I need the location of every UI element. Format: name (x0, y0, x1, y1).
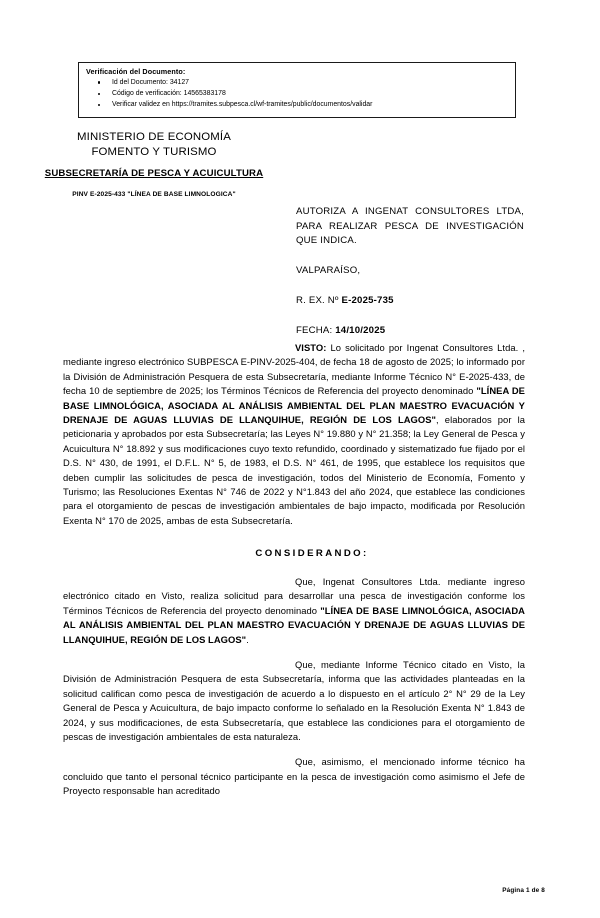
considerando-2-lead: Que, mediante Informe Técnico citado (295, 659, 467, 671)
verification-item-url: Verificar validez en https://tramites.subpesca.cl/wf-tramites/public/documentos/validar (86, 99, 509, 110)
spacer-after-considerando (63, 559, 525, 575)
visto-lead-text: Lo solicitado por Ingenat (330, 342, 439, 353)
considerando-1-text-a: mediante ingreso electrónico citado en Visto, realiza solicitud para desarrollar una pesca de investigación conforme los Términos Técnicos de Referencia del proyecto denominado (63, 576, 525, 616)
document-body (63, 341, 525, 799)
organization-header (24, 130, 284, 198)
visto-label: VISTO: (295, 342, 327, 353)
ministry-line-1: MINISTERIO DE ECONOMÍA (77, 131, 231, 143)
visto-body-part-b: , elaborados por la peticionaria y aprobados por esta Subsecretaría; las Leyes N° 19.880 y N° 21.358; la Ley General de Pesca y Acuicultura N° 18.892 y sus modificaciones cuyo texto refundido, coordinado y sistematizado fue fijado por el D.S. N° 430, de 1991, el D.F.L. N° 5, de 1983, el D.S. N° 461, de 1995, que establece los requisitos que deben cumplir las solicitudes de pesca de investigación, todos del Ministerio de Economía, Fomento y Turismo; las Resoluciones Exentas N° 746 de 2022 y N°1.843 del año 2024, que establece las condiciones para el otorgamiento de pescas de investigación ambientales de bajo impacto, modificada por Resolución Exenta N° 170 de 2025, ambas de esta Subsecretaría. (63, 413, 525, 526)
considerando-3-text: técnico ha concluido que tanto el personal técnico participante en la pesca de investigación como asimismo el Jefe de Proyecto responsable han acreditado (63, 756, 525, 797)
subsecretaria-title: SUBSECRETARÍA DE PESCA Y ACUICULTURA (44, 168, 264, 180)
spacer-2 (63, 744, 525, 755)
ministry-line-2: FOMENTO Y TURISMO (91, 146, 217, 159)
project-title-considerando: "LÍNEA DE BASE LIMNOLÓGICA, ASOCIADA AL ANÁLISIS AMBIENTAL DEL PLAN MAESTRO EVACUACIÓN Y DRENAJE DE AGUAS LLUVIAS DE LLANQUIHUE, REGIÓN DE LOS LAGOS" (63, 604, 525, 645)
paragraph-considerando-1 (63, 575, 525, 647)
visto-body-part-a: Consultores Ltda. , mediante ingreso electrónico SUBPESCA E-PINV-2025-404, de fecha 18 de agosto de 2025; lo informado por la División de Administración Pesquera de esta Subsecretaría, mediante Informe Técnico N° E-2025-433, de fecha 10 de septiembre de 2025; los Términos Técnicos de Referencia del proyecto denominado (63, 342, 526, 397)
paragraph-considerando-2 (63, 658, 525, 744)
resolution-city: VALPARAÍSO, (296, 264, 361, 276)
resolution-number-line (296, 295, 524, 306)
paragraph-visto (63, 341, 525, 528)
considerando-1-text-b: . (246, 633, 249, 645)
resolution-number-value: E-2025-735 (341, 294, 394, 306)
considerando-heading: CONSIDERANDO: (255, 548, 369, 560)
verification-item-code: Código de verificación: 14565383178 (86, 88, 509, 99)
considerando-1-lead: Que, Ingenat Consultores Ltda. (295, 576, 441, 588)
verification-box (78, 62, 516, 118)
considerando-3-lead: Que, asimismo, el mencionado informe (295, 756, 473, 768)
resolution-number-label: R. EX. Nº (296, 294, 342, 306)
verification-list (86, 77, 509, 111)
considerando-2-text: en Visto, la División de Administración Pesquera de esta Subsecretaría, informa que las actividades planteadas en la solicitud califican como pesca de investigación de acuerdo a lo dispuesto en el artículo 2° N° 29 de la Ley General de Pesca y Acuicultura, de bajo impacto conforme lo señalado en la Resolución Exenta N° 1.843 de 2024, y sus modificaciones, de esta Subsecretaría, que establece las condiciones para el otorgamiento de pescas de investigación ambientales de esta naturaleza. (63, 659, 525, 742)
page-number-footer: Página 1 de 8 (502, 887, 545, 894)
verification-item-document-id: Id del Documento: 34127 (86, 77, 509, 88)
resolution-date-label: FECHA: (296, 324, 336, 336)
project-code-label: PINV E-2025-433 "LÍNEA DE BASE LIMNOLOGICA" (72, 190, 236, 198)
resolution-subject: AUTORIZA A INGENAT CONSULTORES LTDA, PARA REALIZAR PESCA DE INVESTIGACIÓN QUE INDICA. (296, 206, 524, 247)
project-title-visto: "LÍNEA DE BASE LIMNOLÓGICA, ASOCIADA AL ANÁLISIS AMBIENTAL DEL PLAN MAESTRO EVACUACIÓN Y DRENAJE DE AGUAS LLUVIAS DE LLANQUIHUE, REGIÓN DE LOS LAGOS" (63, 385, 525, 425)
resolution-heading-block (296, 205, 524, 336)
paragraph-considerando-3 (63, 755, 525, 798)
verification-title: Verificación del Documento: (86, 67, 186, 76)
resolution-date-line (296, 325, 524, 336)
spacer-1 (63, 647, 525, 658)
resolution-date-value: 14/10/2025 (335, 324, 386, 336)
